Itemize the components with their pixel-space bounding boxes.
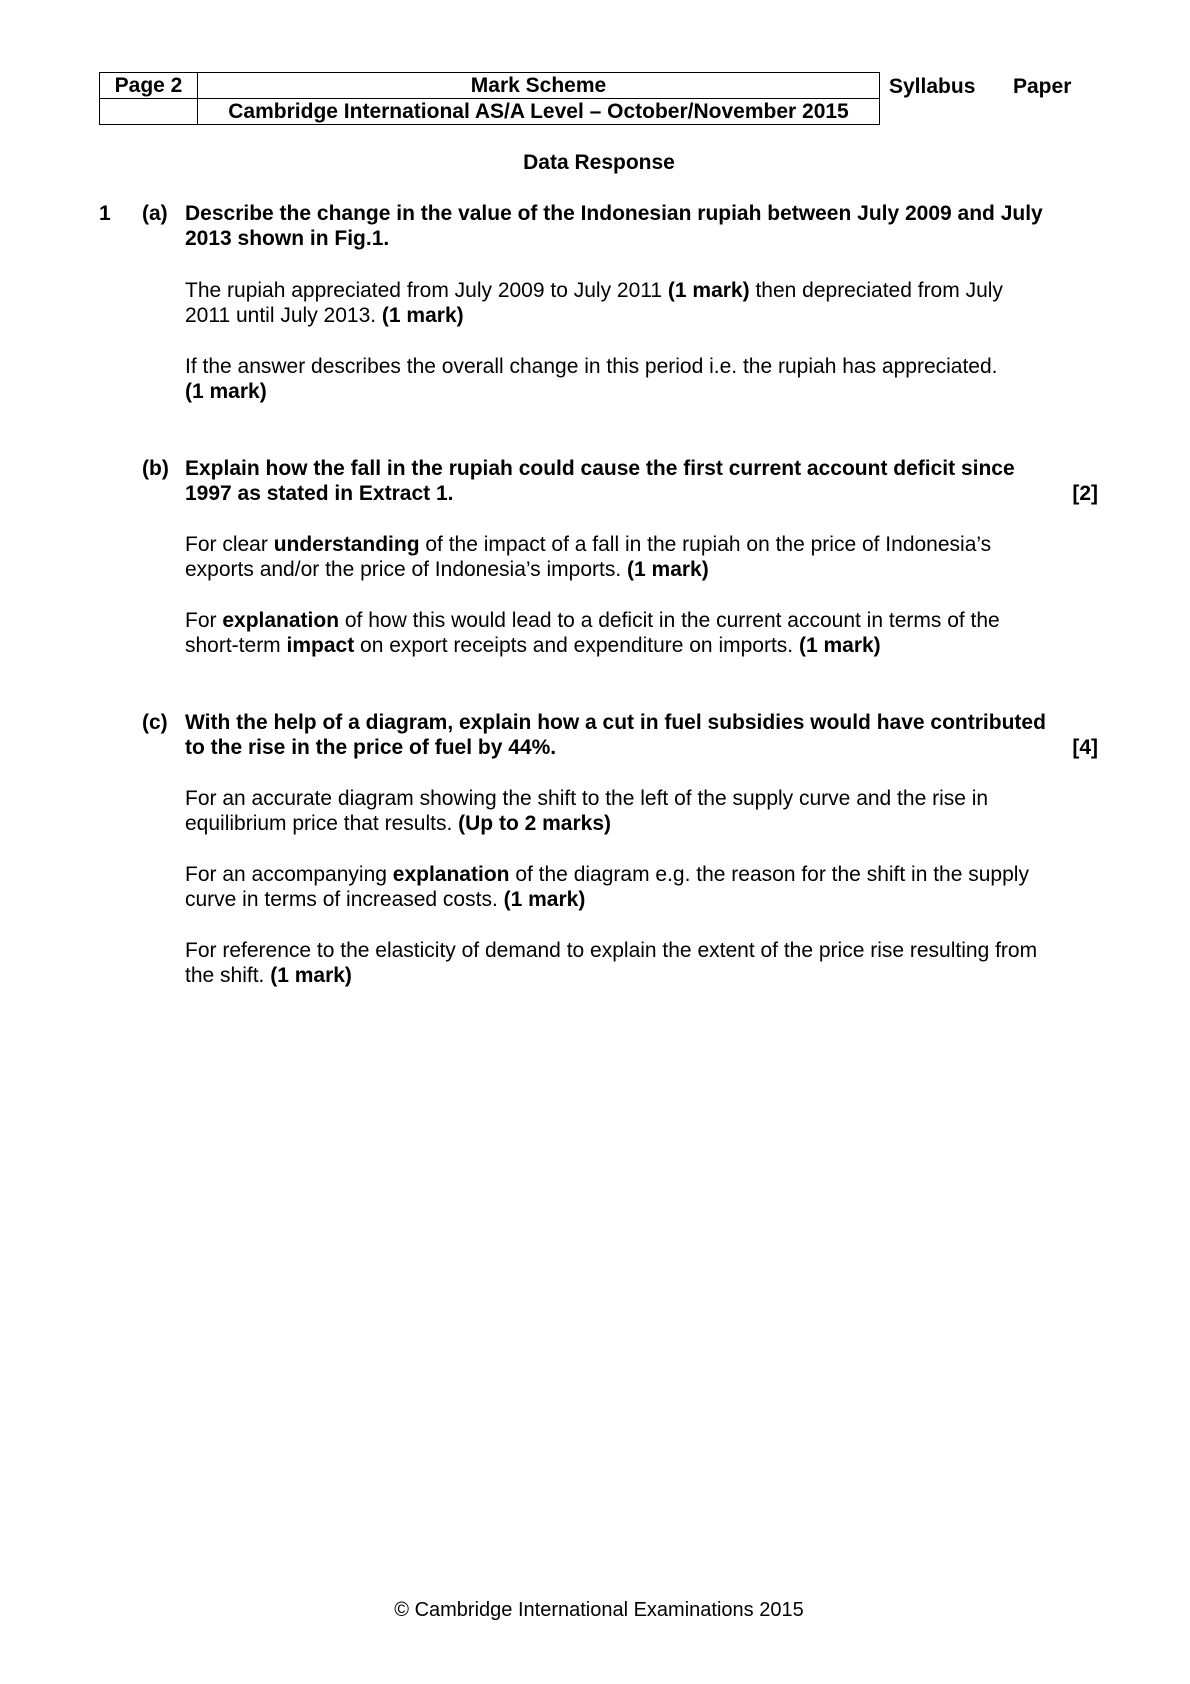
part-b-prompt-line1: Explain how the fall in the rupiah could cause the first current account deficit since (185, 457, 1015, 480)
part-b-answer-1 (185, 532, 1100, 582)
answer-text: exports and/or the price of Indonesia’s imports. (185, 558, 628, 581)
mark-allocation: (1 mark) (381, 304, 464, 327)
part-a-prompt-line2: 2013 shown in Fig.1. (185, 227, 390, 250)
paper-label: Paper (1013, 75, 1072, 98)
answer-text: equilibrium price that results. (185, 812, 459, 835)
part-c-prompt-line2: to the rise in the price of fuel by 44%. (185, 736, 557, 759)
syllabus-label: Syllabus (889, 75, 976, 98)
part-c-answer-1 (185, 786, 1100, 836)
copyright-footer: © Cambridge International Examinations 2015 (394, 1599, 804, 1621)
answer-text: of the diagram e.g. the reason for the shift in the supply (509, 863, 1029, 886)
document-title: Mark Scheme (198, 73, 880, 99)
mark-allocation: (1 mark) (185, 380, 267, 403)
answer-text: For an accurate diagram showing the shift to the left of the supply curve and the rise in (185, 787, 989, 810)
section-title: Data Response (523, 151, 675, 174)
part-b-answer-2 (185, 608, 1100, 658)
part-c-label: (c) (142, 711, 168, 734)
answer-text: the shift. (185, 964, 271, 987)
keyword: understanding (273, 533, 420, 556)
answer-text: of the impact of a fall in the rupiah on the price of Indonesia’s (419, 533, 992, 556)
part-a-answer-2 (185, 354, 1100, 404)
page-number: Page 2 (100, 73, 198, 99)
part-a-prompt-line1: Describe the change in the value of the Indonesian rupiah between July 2009 and July (185, 202, 1043, 225)
part-c-answer-3 (185, 938, 1100, 988)
answer-text: If the answer describes the overall change in this period i.e. the rupiah has appreciated. (185, 355, 998, 378)
part-a-answer-1 (185, 278, 1100, 328)
part-b-prompt (185, 456, 1100, 506)
answer-text: The rupiah appreciated from July 2009 to July 2011 (185, 279, 668, 302)
header-table (99, 72, 880, 125)
answer-text: For an accompanying (185, 863, 393, 886)
keyword: explanation (222, 609, 340, 632)
mark-allocation: (1 mark) (503, 888, 586, 911)
keyword: explanation (392, 863, 510, 886)
answer-text: 2011 until July 2013. (185, 304, 382, 327)
part-c-answer-2 (185, 862, 1100, 912)
answer-text: curve in terms of increased costs. (185, 888, 504, 911)
part-c-prompt (185, 710, 1100, 760)
empty-cell (100, 99, 198, 125)
answer-text: short-term (185, 634, 287, 657)
part-a-prompt (185, 201, 1100, 251)
answer-text: For (185, 609, 223, 632)
part-a-label: (a) (142, 202, 168, 225)
mark-allocation: (1 mark) (627, 558, 709, 581)
part-b-label: (b) (142, 457, 169, 480)
document-subtitle: Cambridge International AS/A Level – October/November 2015 (198, 99, 880, 125)
answer-text: For reference to the elasticity of demand to explain the extent of the price rise resulting from (185, 939, 1038, 962)
part-b-marks: [2] (1072, 482, 1098, 505)
keyword: impact (286, 634, 355, 657)
mark-allocation: (1 mark) (270, 964, 352, 987)
part-c-marks: [4] (1072, 736, 1098, 759)
mark-allocation: (1 mark) (667, 279, 750, 302)
part-c-prompt-line1: With the help of a diagram, explain how a cut in fuel subsidies would have contributed (185, 711, 1046, 734)
mark-allocation: (Up to 2 marks) (458, 812, 611, 835)
answer-text: of how this would lead to a deficit in the current account in terms of the (339, 609, 1000, 632)
answer-text: on export receipts and expenditure on imports. (354, 634, 799, 657)
mark-allocation: (1 mark) (798, 634, 881, 657)
answer-text: For clear (185, 533, 274, 556)
answer-text: then depreciated from July (749, 279, 1003, 302)
question-number: 1 (99, 202, 111, 225)
part-b-prompt-line2: 1997 as stated in Extract 1. (185, 482, 454, 505)
